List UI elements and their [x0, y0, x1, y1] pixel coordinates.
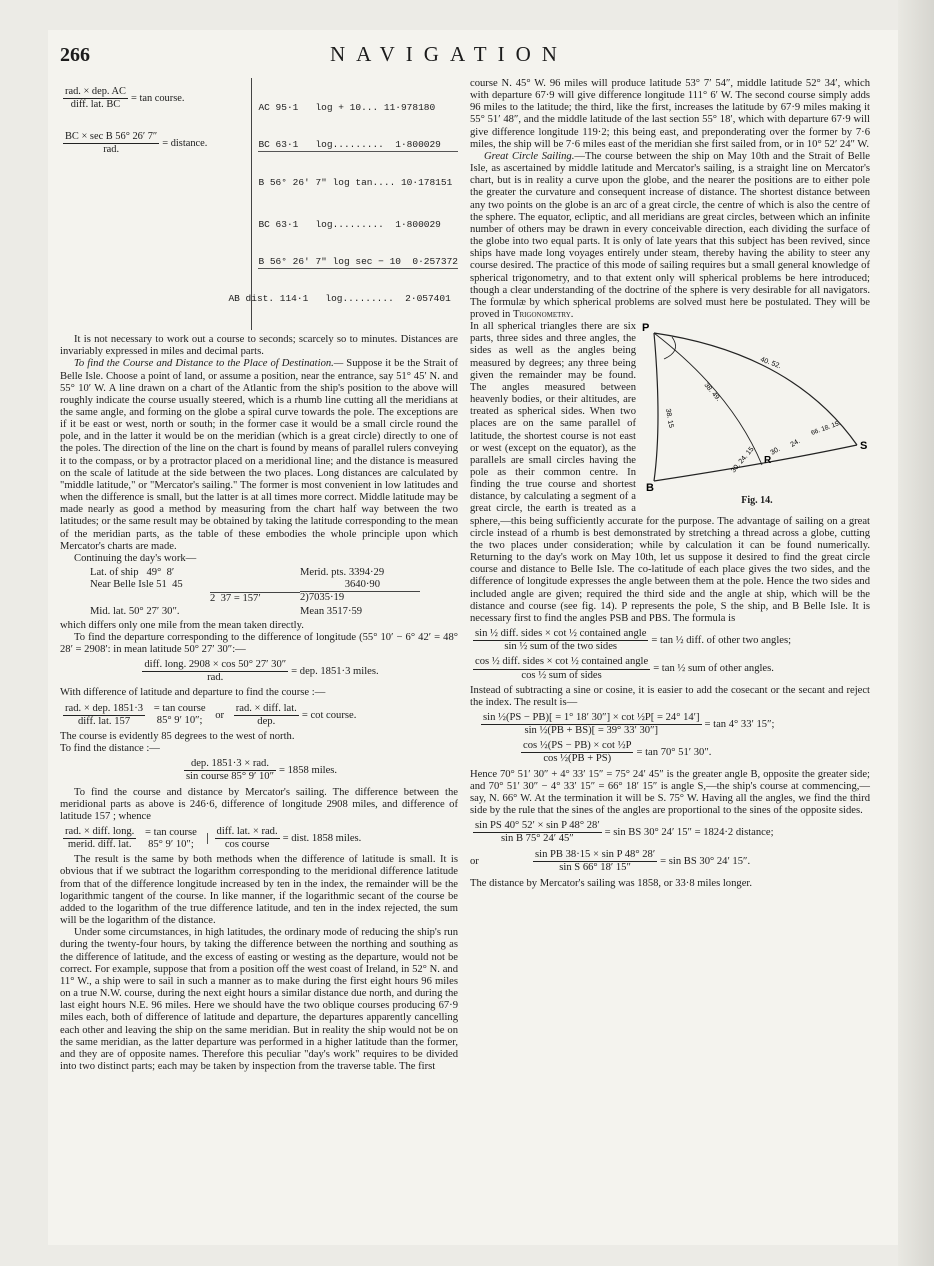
paragraph-text: —The course between the ship on May 10th and the Strait of Belle Isle, as ascertained by middle latitude and Mercator's sailing, is a straight line on Mercator's chart, but is in reality a curve upon the globe, and the nearer the positions are to either pole the greater the curvature and consequent increase of distance. The shortest distance between any two points on the globe is an arc of a great circle, the centre of which is also the centre of the sphere. The equator, ecliptic, and all meridians are great circles, between which an infinite number of others may be drawn in every conceivable direction, each dividing the surface of the globe into two equal parts. It is only of late years that this subject has been revived, since ships have made long voyages entirely under steam, thereby having the ability to steer any course desired. The practice of this mode of sailing requires but a small general knowledge of spherical trigonometry, and to that extent only will spherical problems be here introduced; though a clear understanding of the doctrine of the sphere is very desirable for all navigators. The formulæ by which spherical problems are solved must here be postulated. They will be proved in	[470, 150, 870, 320]
fraction-numerator: dep. 1851·3 × rad.	[184, 758, 276, 771]
paragraph: Instead of subtracting a sine or cosine, it is easier to add the cosecant or the secant and reject the index. The result is—	[470, 684, 870, 708]
log-line: BC 63·1 log......... 1·800029	[258, 139, 458, 152]
paragraph: It is not necessary to work out a course to seconds; scarcely so to minutes. Distances are invariably expressed in miles and decimal parts.	[60, 334, 458, 358]
formula-rhs: = 1858 miles.	[279, 765, 338, 777]
formula-course	[60, 703, 458, 728]
work-cell: Mean 3517·59	[300, 605, 363, 617]
log-block	[60, 78, 458, 330]
formula-rhs: = cot course.	[301, 709, 357, 721]
paragraph: With difference of latitude and departure to find the course :—	[60, 687, 326, 699]
fraction-denominator: dep.	[257, 715, 276, 727]
formula-rhs: = sin BS 30° 24′ 15″.	[660, 855, 751, 867]
formula-or: or	[470, 855, 479, 867]
figure-caption: Fig. 14.	[741, 494, 773, 506]
work-cell	[90, 592, 210, 605]
paragraph: course N. 45° W. 96 miles will produce latitude 53° 7′ 54″, middle latitude 52° 34′, which with departure 67·9 will give difference longitude 111° 6′ W. The second course simply adds 96 miles to the latitude; the third, like the first, increases the latitude by 67·9 miles making it 55° 51′ 48″, and the middle latitude of the last section 55° 18′, which with departure 67·9 will give difference longitude 119·2; this being east, and preponderating over the former by 7·6 miles, the ship will be 7·6 miles east of the meridian she first sailed from, or in 10° 52′ 24″ W.	[470, 78, 870, 150]
section-heading: To find the Course and Distance to the Place of Destination.—	[74, 358, 344, 370]
paragraph-text: Suppose it be the Strait of Belle Isle. Choose a point of land, or assume a position, near the entrance, say 51° 45′ N. and 55° 10′ W. A line drawn on a chart of the Atlantic from the ship's position to the above will roughly indicate the course usually steered, which is a rhumb line cutting all the meridians at the same angle, and forming on the globe a spiral curve towards the pole. The exceptions are if it be east or west, north or south; in the former case it would be a small circle round the pole, and in the latter it would be on the meridian (which is a great circle) directly to one of the poles. The direction of the line on the chart is found by means of parallel rulers conveying it to the compass, or by a protractor placed on a meridional line; and the distance is measured on the scale of latitude at the side between the two places. Long distances are calculated by "middle latitude," or "Mercator's sailing." The former is most convenient in low latitudes and when the difference is small, but the latter is at all times more correct. Middle latitude may be made nearly as good a method by measuring from the chart half way between the two latitudes; or the same result may be obtained by taking the latitude corresponding to the mean of the meridian parts, as the table of these embodies the whole principle upon which Mercator's charts are made.	[60, 358, 459, 552]
arc-pb	[654, 333, 658, 481]
formula-rhs: = distance.	[162, 138, 208, 150]
fraction-denominator: diff. lat. BC	[70, 99, 121, 111]
fraction-numerator: sin PB 38·15 × sin P 48° 28′	[533, 849, 657, 862]
formula-value: 85° 9′ 10″;	[148, 838, 194, 850]
arc-label: 40. 52.	[759, 356, 782, 371]
days-work-table	[90, 567, 458, 618]
fraction-numerator: sin ½(PS − PB)[ = 1° 18′ 30″] × cot ½P[ = 24° 14′]	[481, 712, 702, 725]
formula-rhs: = tan course.	[130, 93, 185, 105]
fraction-numerator: sin ½ diff. sides × cot ½ contained angle	[473, 628, 648, 641]
formula-1	[470, 628, 870, 653]
formula-rhs: = dist. 1858 miles.	[282, 833, 362, 845]
paragraph: which differs only one mile from the mean taken directly.	[60, 619, 304, 631]
fraction-denominator: rad.	[103, 144, 120, 156]
formula-value: 85° 9′ 10″;	[156, 715, 203, 727]
arc-label: 30. 24. 15.	[730, 444, 757, 475]
formula-tan-course	[60, 86, 243, 111]
paragraph: To find the departure corresponding to the difference of longitude (55° 10′ − 6° 42′ = 48° 28′ = 2908′: in mean latitude 50° 27′ 30″:—	[60, 631, 458, 655]
section-heading: Great Circle Sailing.	[484, 150, 575, 162]
fraction-denominator: sin S 66° 18′ 15″	[559, 861, 631, 873]
work-cell: Near Belle Isle 51 45	[90, 579, 183, 591]
formula-rhs: = dep. 1851·3 miles.	[291, 666, 379, 678]
arc-label: 30.	[769, 445, 782, 457]
fraction-denominator: sin ½(PB + BS)[ = 39° 33′ 30″]	[524, 725, 659, 737]
fraction-denominator: diff. lat. 157	[77, 715, 131, 727]
left-column	[60, 78, 458, 1073]
paragraph: The course is evidently 85 degrees to the west of north.	[60, 730, 295, 742]
formula-rhs: = sin BS 30° 24′ 15″ = 1824·2 distance;	[604, 827, 774, 839]
arc-label: 24.	[789, 437, 802, 449]
formula-rhs: = tan course	[145, 826, 197, 838]
fraction-numerator: cos ½ diff. sides × cot ½ contained angle	[473, 656, 650, 669]
formula-mercator	[60, 826, 458, 851]
spherical-triangle-diagram	[642, 323, 872, 493]
paragraph: The result is the same by both methods when the difference of latitude is small. It is obvious that if we subtract the logarithm corresponding to the meridional difference latitude from that of the difference longitude increased by ten in the index, the remainder will be the logarithmic tangent of the course. In like manner, if the logarithmic secant of the course be added to the logarithm of the true difference latitude, and ten in the index rejected, the sum will be the logarithm of the distance.	[60, 854, 458, 927]
formula-distance	[60, 131, 243, 156]
book-edge	[898, 0, 934, 1266]
fraction-numerator: cos ½(PS − PB) × cot ½P	[521, 740, 633, 753]
formula-or: or	[215, 709, 225, 721]
fraction-denominator: merid. diff. lat.	[67, 839, 132, 851]
fraction-numerator: sin PS 40° 52′ × sin P 48° 28′	[473, 820, 602, 833]
paragraph: Continuing the day's work—	[74, 552, 197, 564]
fraction-denominator: sin course 85° 9′ 10″	[185, 771, 274, 783]
cross-reference: Trigonometry.	[512, 308, 574, 320]
work-cell: 2 37 = 157′	[210, 592, 300, 605]
label-p: P	[642, 323, 650, 335]
formula-4	[518, 740, 870, 765]
formula-rhs: = tan 4° 33′ 15″;	[704, 719, 775, 731]
log-line: B 56° 26′ 7″ log sec − 10 0·257372	[258, 256, 458, 269]
work-cell: 2)7035·19	[300, 592, 345, 604]
fraction-numerator: diff. lat. × rad.	[215, 826, 280, 839]
paragraph: To find the course and distance by Mercator's sailing. The difference between the meridional parts as above is 246·6, difference of longitude 2908 miles, and difference of latitude 157 ; whence	[60, 786, 458, 822]
fraction-denominator: sin ½ sum of the two sides	[504, 641, 618, 653]
work-cell: Merid. pts. 3394·29	[300, 567, 385, 579]
formula-rhs: = tan course	[153, 703, 206, 715]
work-cell	[210, 606, 300, 618]
fraction-numerator: rad. × dep. 1851·3	[63, 703, 145, 716]
formula-2	[470, 656, 870, 681]
paragraph: Under some circumstances, in high latitudes, the ordinary mode of reducing the ship's run during the twenty-four hours, by taking the difference between the northing and southing as the difference of latitude, and the excess of easting or westing as the departure, would not be correct. For example, suppose that from a position off the west coast of Ireland, in 52° N. and 11° W., a ship were to sail in such a manner as to make during the first eight hours 96 miles on a true N.W. course, during the next eight hours a similar distance due north, and during the last eight hours N.E. 96 miles. Here we should have the two oblique courses producing 67·9 miles each, both of difference of latitude and departure, the departures apparently cancelling each other and leaving the ship on the same meridian. But in reality the ship would not be on the same meridian, as the latter departure was performed in a higher latitude than the former, and they are of opposite names. Therefore this peculiar "day's work" requires to be divided into two distinct parts; each may be taken by inspection from the traverse table. The first	[60, 927, 458, 1072]
formula-departure	[60, 659, 458, 684]
log-line: AB dist. 114·1 log......... 2·057401	[228, 293, 451, 305]
fraction-numerator: diff. long. 2908 × cos 50° 27′ 30″	[142, 659, 288, 672]
paragraph: Hence 70° 51′ 30″ + 4° 33′ 15″ = 75° 24′ 45″ is the greater angle B, opposite the greater side; and 70° 51′ 30″ − 4° 33′ 15″ = 66° 18′ 15″ is angle S,—the ship's course at commencing,—say, N. 66° W. At the termination it will be S. 75° W. Having all the angles, we find the third side by the rule that the sines of the angles are proportional to the sines of the opposite sides.	[470, 768, 870, 817]
formula-3	[478, 712, 870, 737]
work-cell	[210, 567, 300, 579]
log-computation	[228, 78, 458, 330]
fraction-denominator: rad.	[207, 672, 224, 684]
formula-rhs: = tan ½ diff. of other two angles;	[651, 635, 792, 647]
formula-5	[470, 820, 870, 845]
right-column	[470, 78, 870, 890]
fraction-denominator: cos ½ sum of sides	[521, 669, 602, 681]
work-cell: 3640·90	[300, 579, 420, 592]
fraction-denominator: cos course	[224, 839, 270, 851]
arc-label: 38. 49.	[702, 381, 722, 403]
work-cell: Mid. lat. 50° 27′ 30″.	[90, 605, 180, 617]
log-line: B 56° 26′ 7″ log tan.... 10·178151	[258, 176, 453, 188]
formula-distance-2	[60, 758, 458, 783]
angle-mark-p	[664, 337, 676, 359]
paragraph	[470, 151, 870, 321]
fraction-denominator: cos ½(PB + PS)	[543, 753, 612, 765]
arc-pr	[654, 333, 762, 465]
fraction-numerator: rad. × dep. AC	[63, 86, 128, 99]
work-cell: Lat. of ship 49° 8′	[90, 567, 175, 579]
paragraph	[60, 358, 458, 553]
running-head: NAVIGATION	[330, 42, 568, 66]
label-s: S	[860, 440, 868, 453]
log-formulas	[60, 78, 243, 160]
fraction-numerator: rad. × diff. long.	[63, 826, 136, 839]
paragraph-text: In all spherical triangles there are six parts, three sides and three angles, the sides as well as the angles being measured by degrees; any three being given the remainder may be found. The angles measured between heavenly bodies, or their altitudes, are treated as spherical sides. When two places are on the same parallel of latitude, the shortest course is not east or west (except on the equator), as the parallels are small circles having the pole as their common centre. In finding the true course and shortest distance, by calculating a segment of a great circle, the earth is treated as a sphere,—this being sufficiently accurate for the purpose. The advantage of sailing on a great circle instead of a rhumb is best demonstrated by stretching a thread across a globe, cutting the two places under consideration; while by calculation it can be found numerically. Returning to the day's work on May 10th, let us suppose it desired to find the great circle course and distance to Belle Isle. The co-latitude of each place gives the two sides, and the difference of longitude expresses the angle between them at the pole. Hence the two sides and included angle are given; required the third side and the angle at ship, which will be the distance and course (see fig. 14). P represents the pole, S the ship, and B Belle Isle. It is necessary first to find the angles PSB and PBS. The formula is	[470, 321, 870, 624]
label-r: R	[764, 455, 772, 467]
page-number: 266	[60, 44, 90, 66]
fraction-numerator: rad. × diff. lat.	[234, 703, 299, 716]
formula-6	[470, 849, 870, 874]
paragraph: The distance by Mercator's sailing was 1858, or 33·8 miles longer.	[470, 877, 752, 889]
paragraph: To find the distance :—	[60, 743, 160, 755]
formula-rhs: = tan 70° 51′ 30″.	[636, 747, 712, 759]
formula-rhs: = tan ½ sum of other angles.	[653, 663, 774, 675]
arc-label: 66. 18. 15.	[810, 419, 842, 438]
label-b: B	[646, 482, 654, 494]
figure-14	[642, 323, 872, 507]
arc-label: 38. 15	[664, 408, 675, 429]
fraction-denominator: sin B 75° 24′ 45″	[500, 833, 574, 845]
fraction-numerator: BC × sec B 56° 26′ 7″	[63, 131, 159, 144]
work-cell	[210, 579, 300, 592]
log-line: AC 95·1 log + 10... 11·978180	[258, 102, 436, 114]
log-line: BC 63·1 log......... 1·800029	[258, 219, 441, 231]
